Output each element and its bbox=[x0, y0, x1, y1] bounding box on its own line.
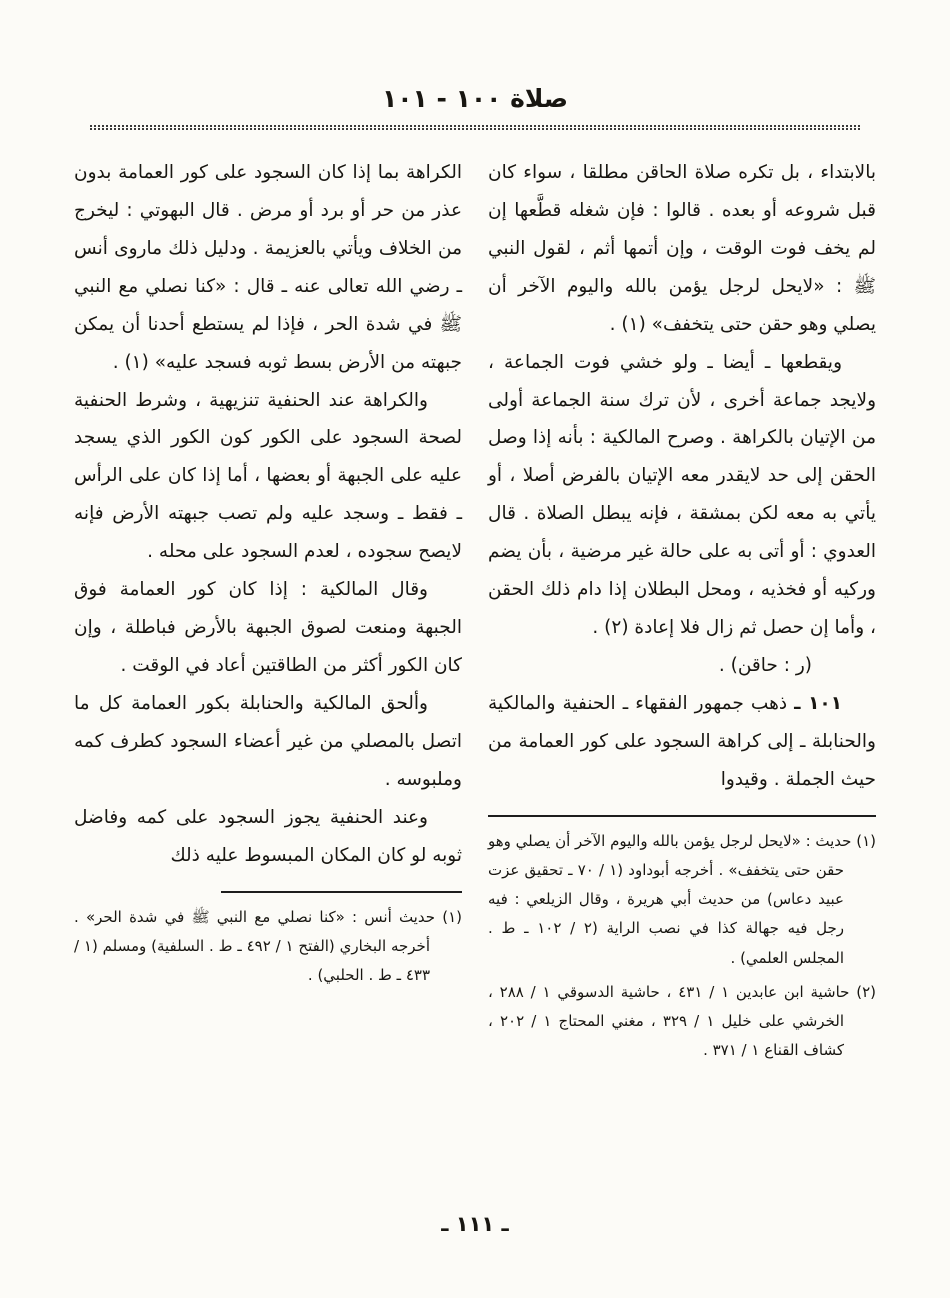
entry-number: ١٠١ ـ bbox=[794, 692, 842, 714]
footnote: (١) حديث : «لايحل لرجل يؤمن بالله واليوم الآخر أن يصلي وهو حقن حتى يتخفف» . أخرجه أبوداود (١ / ٧٠ ـ تحقيق عزت عبيد دعاس) من حديث أبي هريرة ، وقال الزيلعي : فيه رجل فيه جهالة كذا في نصب الراية (٢ / ١٠٢ ـ ط . المجلس العلمي) . bbox=[487, 831, 876, 967]
paragraph: والكراهة عند الحنفية تنزيهية ، وشرط الحنفية لصحة السجود على الكور كون الكور الذي يسجد عليه على الجبهة أو بعضها ، أما إذا كان على الرأس ـ فقط ـ وسجد عليه ولم تصب جبهته الأرض فإنه لايصح سجوده ، لعدم السجود على محله . bbox=[74, 389, 462, 563]
footnote-separator bbox=[221, 891, 462, 893]
column-right bbox=[488, 154, 876, 1071]
paragraph-continuation: الكراهة بما إذا كان السجود على كور العمامة بدون عذر من حر أو برد أو مرض . قال البهوتي : ليخرج من الخلاف ويأتي بالعزيمة . ودليل ذلك ماروى أنس ـ رضي الله تعالى عنه ـ قال : «كنا نصلي مع النبي ﷺ في شدة الحر ، فإذا لم يستطع أحدنا أن يمكن جبهته من الأرض بسط ثوبه فسجد عليه» (١) . bbox=[74, 162, 462, 373]
paragraph: ويقطعها ـ أيضا ـ ولو خشي فوت الجماعة ، ولايجد جماعة أخرى ، لأن ترك سنة الجماعة أولى من الإتيان بالكراهة . وصرح المالكية : بأنه إذا وصل الحقن إلى حد لايقدر معه الإتيان بالفرض أصلا ، أو يأتي به معه لكن بمشقة ، فإنه يبطل الصلاة . قال العدوي : أو أتى به على حالة غير مرضية ، بأن يضم وركيه أو فخذيه ، ومحل البطلان إذا دام ذلك الحقن ، وأما إن حصل ثم زال فلا إعادة (٢) . bbox=[488, 351, 876, 639]
page-number: ـ ١١١ ـ bbox=[441, 1212, 509, 1236]
header-title: صلاة ١٠٠ - ١٠١ bbox=[382, 84, 568, 113]
footnote: (١) حديث أنس : «كنا نصلي مع النبي ﷺ في شدة الحر» . أخرجه البخاري (الفتح ١ / ٤٩٢ ـ ط . السلفية) ومسلم (١ / ٤٣٣ ـ ط . الحلبي) . bbox=[74, 907, 462, 985]
entry-paragraph bbox=[488, 685, 876, 799]
column-left bbox=[74, 154, 462, 995]
footnote-separator bbox=[488, 815, 876, 817]
footnote: (٢) حاشية ابن عابدين ١ / ٤٣١ ، حاشية الدسوقي ١ / ٢٨٨ ، الخرشي على خليل ١ / ٣٢٩ ، مغني المحتاج ١ / ٢٠٢ ، كشاف القناع ١ / ٣٧١ . bbox=[488, 982, 877, 1060]
text-columns bbox=[0, 130, 950, 1071]
cross-reference: (ر : حاقن) . bbox=[718, 654, 812, 676]
paragraph: وقال المالكية : إذا كان كور العمامة فوق الجبهة ومنعت لصوق الجبهة بالأرض فباطلة ، وإن كان الكور أكثر من الطاقتين أعاد في الوقت . bbox=[74, 579, 462, 676]
paragraph: وألحق المالكية والحنابلة بكور العمامة كل ما اتصل بالمصلي من غير أعضاء السجود كطرف كمه وملبوسه . bbox=[74, 692, 462, 790]
entry-text: ذهب جمهور الفقهاء ـ الحنفية والمالكية والحنابلة ـ إلى كراهة السجود على كور العمامة من حيث الجملة . وقيدوا bbox=[488, 692, 876, 790]
footnotes-right bbox=[488, 827, 876, 1066]
page-header bbox=[0, 0, 950, 130]
paragraph-continuation: بالابتداء ، بل تكره صلاة الحاقن مطلقا ، سواء كان قبل شروعه أو بعده . قالوا : فإن شغله قطَّعها إن لم يخف فوت الوقت ، وإن أتمها أثم ، لقول النبي ﷺ : «لايحل لرجل يؤمن بالله واليوم الآخر أن يصلي وهو حقن حتى يتخفف» (١) . bbox=[488, 162, 876, 335]
paragraph: وعند الحنفية يجوز السجود على كمه وفاضل ثوبه لو كان المكان المبسوط عليه ذلك bbox=[74, 806, 462, 866]
footnotes-left bbox=[74, 903, 462, 991]
